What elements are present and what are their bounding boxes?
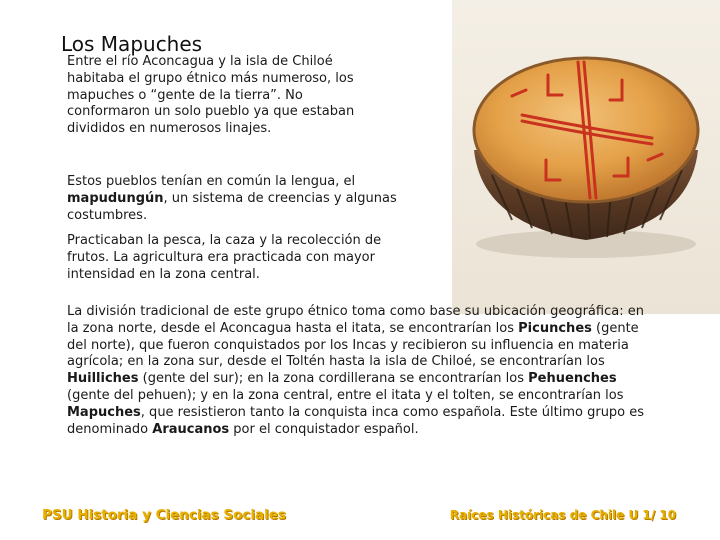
p4-text-c: (gente del norte), que fueron conquistados por los Incas y recibieron su influencia en materia agrícola; en la zona sur, desde el Toltén hasta la isla de Chiloé, se encontrarían los [67,320,639,370]
mapudungun-term: mapudungún [67,190,164,206]
division-paragraph [67,304,647,438]
p4-text-k: por el conquistador español. [229,421,419,437]
huilliches-term: Huilliches [67,371,139,387]
economy-paragraph: Practicaban la pesca, la caza y la recolección de frutos. La agricultura era practicada con mayor intensidad en la zona central. [67,233,382,282]
p4-text-i: , que resistieron tanto la conquista inca como española. Este último grupo es denominado [67,404,645,437]
p2-text-b: , un sistema de creencias y algunas costumbres. [67,190,397,223]
kultrun-drum-icon [452,0,720,314]
language-paragraph [67,174,397,224]
araucanos-term: Araucanos [152,421,230,437]
pehuenches-term: Pehuenches [528,371,617,387]
slide-title: Los Mapuches [61,32,203,56]
p2-text-a: Estos pueblos tenían en común la lengua, el [67,174,356,189]
picunches-term: Picunches [518,320,592,336]
footer-unit-label: Raíces Históricas de Chile U 1/ 10 [449,508,676,522]
p4-text-e: (gente del sur); en la zona cordillerana se encontrarían los [138,371,529,387]
intro-paragraph: Entre el río Aconcagua y la isla de Chiloé habitaba el grupo étnico más numeroso, los mapuches o “gente de la tierra”. No conformaron un solo pueblo ya que estaban divididos en numerosos linajes. [67,54,355,137]
p4-text-g: (gente del pehuen); y en la zona central, entre el itata y el tolten, se encontrarían los [67,387,624,403]
mapuches-term: Mapuches [67,404,141,420]
kultrun-drum-image [452,0,720,314]
footer-course-label: PSU Historia y Ciencias Sociales [42,507,286,523]
p4-text-a: La división tradicional de este grupo étnico toma como base su ubicación geográfica: en la zona norte, desde el Aconcagua hasta el itata, se encontrarían los [67,304,644,336]
